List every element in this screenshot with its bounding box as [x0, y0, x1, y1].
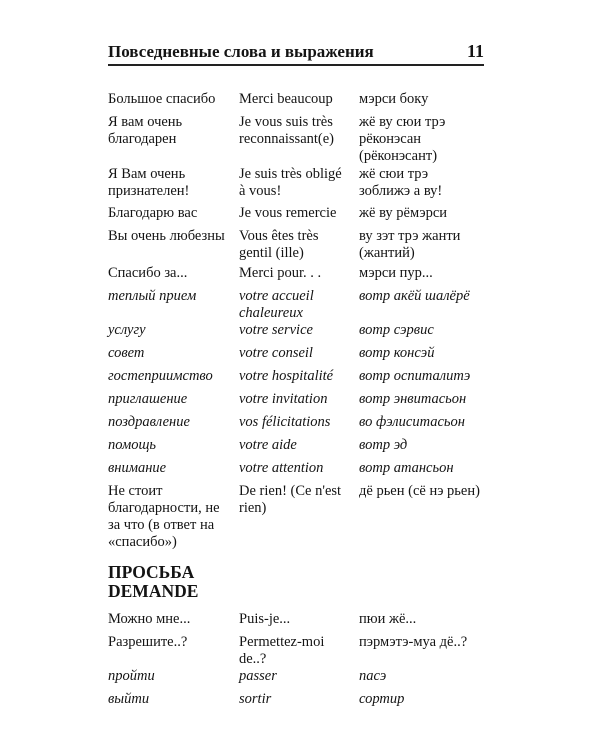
transcription: ву зэт трэ жанти (жантий): [359, 228, 461, 261]
french-phrase: De rien! (Ce n'est rien): [239, 483, 342, 516]
russian-phrase: Я вам очень благодарен: [108, 114, 183, 147]
transcription: вотр оспиталитэ: [359, 368, 471, 384]
transcription: вотр сэрвис: [359, 322, 434, 338]
phrase-row: [108, 368, 493, 385]
french-phrase: Permettez-moi de..?: [239, 634, 325, 667]
russian-phrase: поздравление: [108, 414, 190, 430]
french-phrase: votre aide: [239, 437, 297, 453]
transcription: жё ву сюи трэ рёконэсан (рёконэсант): [359, 114, 446, 164]
russian-phrase: Разрешите..?: [108, 634, 188, 650]
french-phrase: Vous êtes très gentil (ille): [239, 228, 319, 261]
french-phrase: votre service: [239, 322, 313, 338]
header-rule: [108, 64, 484, 66]
phrase-row: [108, 391, 493, 408]
page-number: 11: [466, 41, 484, 61]
section-title-russian: ПРОСЬБА: [108, 562, 195, 582]
transcription: пюи жё...: [359, 611, 417, 627]
transcription: сортир: [359, 691, 405, 707]
running-head: [108, 41, 484, 62]
section-title-french: DEMANDE: [108, 581, 199, 601]
french-phrase: Merci beaucoup: [239, 91, 333, 107]
russian-phrase: выйти: [108, 691, 150, 707]
phrase-row: [108, 345, 493, 362]
transcription: мэрси боку: [359, 91, 429, 107]
transcription: пэрмэтэ-муа дё..?: [359, 634, 468, 650]
phrase-row: [108, 205, 493, 222]
page-title: Повседневные слова и выражения: [108, 42, 374, 61]
phrase-row: [108, 288, 493, 322]
phrase-row: [108, 414, 493, 431]
phrase-row: [108, 114, 493, 165]
russian-phrase: Большое спасибо: [108, 91, 216, 107]
phrase-row: [108, 634, 493, 668]
russian-phrase: пройти: [108, 668, 155, 684]
french-phrase: votre accueil chaleureux: [239, 288, 314, 321]
french-phrase: votre invitation: [239, 391, 328, 407]
russian-phrase: Благодарю вас: [108, 205, 198, 221]
phrase-row: [108, 611, 493, 628]
phrase-row: [108, 228, 493, 262]
transcription: вотр атансьон: [359, 460, 454, 476]
transcription: пасэ: [359, 668, 387, 684]
phrase-row: [108, 322, 493, 339]
transcription: жё ву рёмэрси: [359, 205, 448, 221]
transcription: вотр акёй шалёрё: [359, 288, 470, 304]
french-phrase: Je vous suis très reconnaissant(e): [239, 114, 335, 147]
transcription: вотр эд: [359, 437, 408, 453]
french-phrase: Je suis très obligé à vous!: [239, 166, 342, 199]
russian-phrase: Спасибо за...: [108, 265, 188, 281]
french-phrase: votre conseil: [239, 345, 313, 361]
russian-phrase: Можно мне...: [108, 611, 191, 627]
russian-phrase: Я Вам очень признателен!: [108, 166, 190, 199]
russian-phrase: теплый прием: [108, 288, 197, 304]
transcription: дё рьен (сё нэ рьен): [359, 483, 480, 499]
transcription: мэрси пур...: [359, 265, 433, 281]
french-phrase: sortir: [239, 691, 272, 707]
french-phrase: vos félicitations: [239, 414, 331, 430]
russian-phrase: гостеприимство: [108, 368, 213, 384]
phrase-row: [108, 460, 493, 477]
russian-phrase: совет: [108, 345, 145, 361]
section-heading: [108, 563, 198, 601]
french-phrase: votre attention: [239, 460, 324, 476]
russian-phrase: помощь: [108, 437, 156, 453]
phrase-row: [108, 91, 493, 108]
russian-phrase: Вы очень любезны: [108, 228, 225, 244]
russian-phrase: приглашение: [108, 391, 188, 407]
french-phrase: Merci pour. . .: [239, 265, 322, 281]
transcription: во фэлиситасьон: [359, 414, 465, 430]
phrase-row: [108, 691, 493, 708]
transcription: вотр консэй: [359, 345, 435, 361]
phrase-row: [108, 437, 493, 454]
phrase-row: [108, 668, 493, 685]
french-phrase: passer: [239, 668, 277, 684]
french-phrase: Je vous remercie: [239, 205, 337, 221]
french-phrase: Puis-je...: [239, 611, 291, 627]
phrase-row: [108, 166, 493, 200]
russian-phrase: внимание: [108, 460, 167, 476]
phrase-row: [108, 483, 493, 551]
transcription: вотр энвитасьон: [359, 391, 467, 407]
phrase-row: [108, 265, 493, 282]
french-phrase: votre hospitalité: [239, 368, 334, 384]
transcription: жё сюи трэ зоближэ а ву!: [359, 166, 443, 199]
russian-phrase: Не стоит благодарности, не за что (в ответ на «спасибо»): [108, 483, 220, 550]
russian-phrase: услугу: [108, 322, 146, 338]
